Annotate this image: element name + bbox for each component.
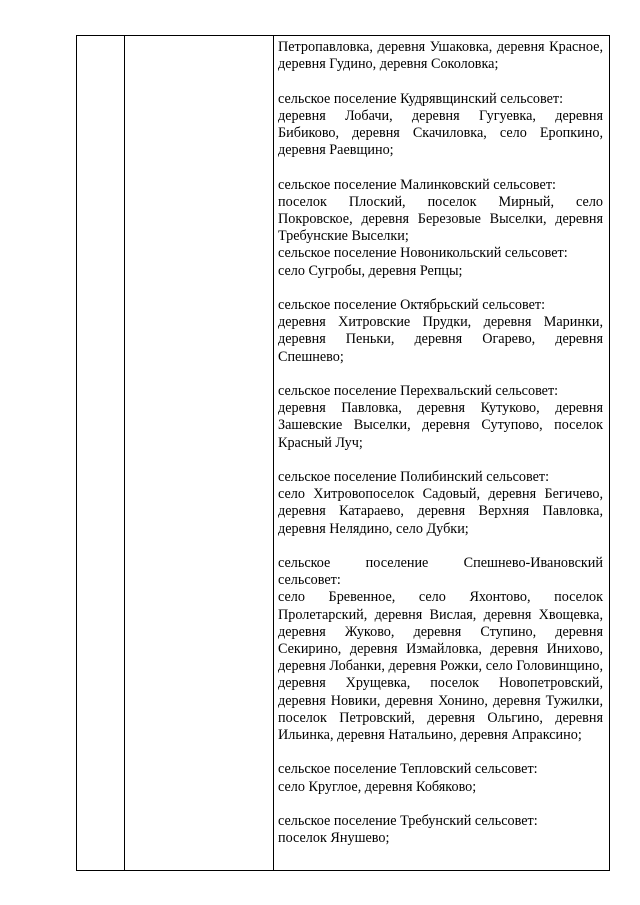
settlement-heading: сельское поселение Спешнево-Ивановский сельсовет: — [278, 555, 603, 589]
settlement-heading: сельское поселение Новоникольский сельсовет: — [278, 245, 568, 262]
document-table — [76, 35, 610, 871]
settlement-block-speshnevo-ivanovsky — [278, 555, 603, 744]
settlement-heading: сельское поселение Октябрьский сельсовет: — [278, 297, 546, 313]
table-column-divider-1 — [124, 36, 125, 870]
settlement-list-text: поселок Янушево; — [278, 830, 390, 847]
settlement-heading: сельское поселение Требунский сельсовет: — [278, 813, 538, 830]
settlement-heading: сельское поселение Перехвальский сельсовет: — [278, 383, 559, 399]
settlement-block-teplovsky — [278, 761, 603, 795]
settlement-block-novonikolsky — [278, 245, 603, 279]
settlement-list-text: деревня Хитровские Прудки, деревня Маринки, деревня Пеньки, деревня Огарево, деревня Спешнево; — [278, 314, 603, 365]
settlement-list-text: село Сугробы, деревня Репцы; — [278, 262, 463, 279]
settlement-block-trebunsky — [278, 813, 603, 847]
settlement-list-text: село Хитровопоселок Садовый, деревня Бегичево, деревня Катараево, деревня Верхняя Павловка, деревня Нелядино, село Дубки; — [278, 486, 603, 537]
settlement-list-text: деревня Павловка, деревня Кутуково, деревня Зашевские Выселки, деревня Сутупово, поселок Красный Луч; — [278, 400, 603, 451]
table-column-divider-2 — [273, 36, 274, 870]
settlement-list-text: деревня Лобачи, деревня Гугуевка, деревня Бибиково, деревня Скачиловка, село Еропкино, деревня Раевщино; — [278, 107, 603, 159]
settlement-block-continued — [278, 39, 603, 73]
settlement-block-kudryavshchinsky — [278, 91, 603, 160]
settlement-block-perekhvalsky — [278, 383, 603, 452]
settlement-block-oktyabrsky — [278, 297, 603, 366]
settlement-heading: сельское поселение Полибинский сельсовет: — [278, 469, 550, 485]
settlement-block-malinkovsky — [278, 177, 603, 246]
settlement-list-text: поселок Плоский, поселок Мирный, село Покровское, деревня Березовые Выселки, деревня Требунские Выселки; — [278, 193, 603, 245]
settlement-block-polibinsky — [278, 469, 603, 538]
settlement-list-text: Петропавловка, деревня Ушаковка, деревня Красное, деревня Гудино, деревня Соколовка; — [278, 39, 603, 73]
settlement-heading: сельское поселение Тепловский сельсовет: — [278, 761, 538, 778]
settlement-heading: сельское поселение Кудрявщинский сельсовет: — [278, 90, 564, 107]
settlements-column — [278, 39, 603, 847]
settlement-list-text: село Бревенное, село Яхонтово, поселок Пролетарский, деревня Вислая, деревня Хвощевка, деревня Жуково, деревня Ступино, деревня Секирино, деревня Измайловка, деревня Инихово, деревня Лобанки, деревня Рожки, село Головинщино, деревня Хрущевка, поселок Новопетровский, деревня Новики, деревня Хонино, деревня Тужилки, поселок Петровский, деревня Ольгино, деревня Ильинка, деревня Натальино, деревня Апраксино; — [278, 589, 603, 744]
settlement-heading: сельское поселение Малинковский сельсовет: — [278, 176, 556, 193]
settlement-list-text: село Круглое, деревня Кобяково; — [278, 778, 477, 795]
